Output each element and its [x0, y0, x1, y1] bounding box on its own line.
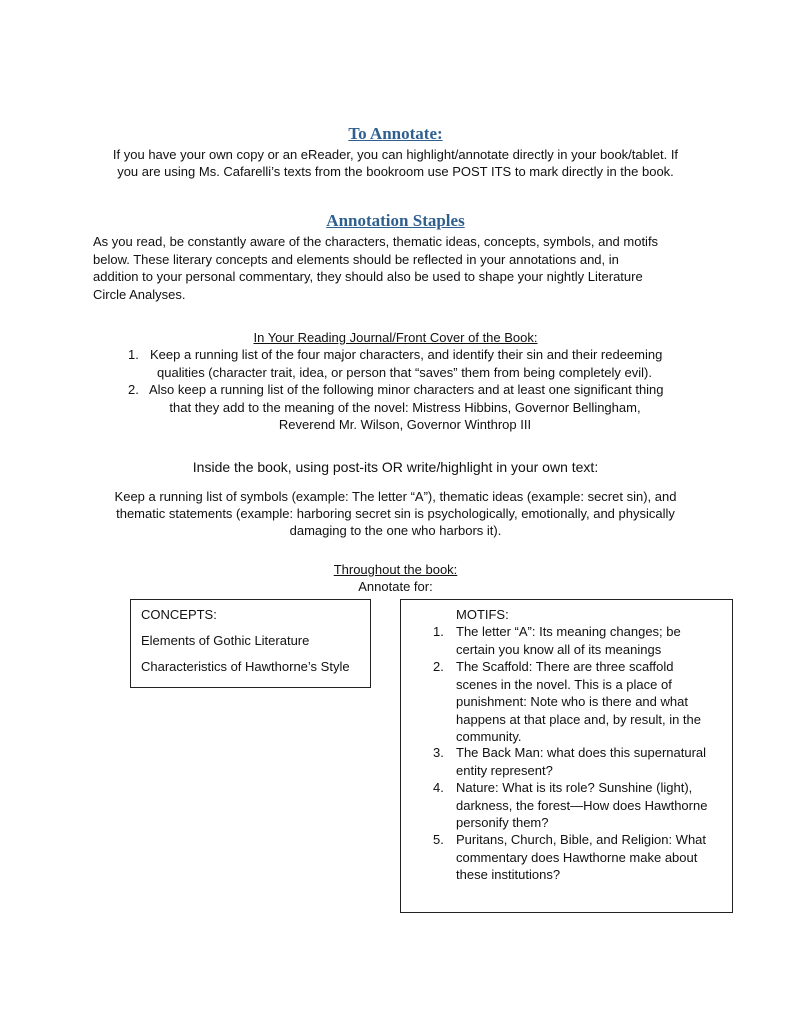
- motif-line: these institutions?: [456, 867, 561, 882]
- concept-item: Characteristics of Hawthorne’s Style: [141, 659, 350, 674]
- motif-item-3-number: 3.: [433, 745, 444, 760]
- inside-book-heading: Inside the book, using post-its OR write/highlight in your own text:: [192, 459, 599, 475]
- journal-item-2-number: 2.: [128, 382, 139, 397]
- reading-journal-heading: In Your Reading Journal/Front Cover of the Book:: [253, 330, 538, 345]
- to-annotate-line-2: you are using Ms. Cafarelli’s texts from the bookroom use POST ITS to mark directly in the book.: [117, 164, 674, 179]
- inside-book-line-1: Keep a running list of symbols (example: The letter “A”), thematic ideas (example: secret sin), and: [114, 489, 677, 504]
- motif-line: Puritans, Church, Bible, and Religion: What: [456, 832, 707, 847]
- motif-item-5-number: 5.: [433, 832, 444, 847]
- journal-item-2-line-2: that they add to the meaning of the novel: Mistress Hibbins, Governor Bellingham,: [169, 400, 641, 415]
- motif-line: entity represent?: [456, 762, 553, 778]
- motif-item-4-number: 4.: [433, 780, 444, 795]
- journal-item-1-line-2: qualities (character trait, idea, or person that “saves” them from being completely evil).: [157, 365, 652, 380]
- concepts-title: CONCEPTS:: [141, 607, 217, 622]
- journal-item-1-line-1: Keep a running list of the four major characters, and identify their sin and their redeeming: [150, 347, 663, 362]
- paragraph-line: below. These literary concepts and elements should be reflected in your annotations and, in: [93, 251, 619, 267]
- motifs-box: [400, 599, 733, 913]
- motifs-title: MOTIFS:: [456, 607, 509, 622]
- motif-line: darkness, the forest—How does Hawthorne: [456, 797, 708, 813]
- motif-item-2: [456, 658, 731, 746]
- motif-line: personify them?: [456, 815, 549, 830]
- motif-line: community.: [456, 729, 522, 744]
- annotate-for-label: Annotate for:: [358, 579, 433, 594]
- journal-item-1-number: 1.: [128, 347, 139, 362]
- paragraph-line: Circle Analyses.: [93, 286, 186, 302]
- throughout-heading: Throughout the book:: [333, 562, 458, 577]
- motif-item-5: [456, 831, 731, 884]
- annotation-staples-heading: Annotation Staples: [326, 211, 465, 230]
- motif-item-1: [456, 623, 731, 658]
- motif-item-2-number: 2.: [433, 659, 444, 674]
- inside-book-line-2: thematic statements (example: harboring secret sin is psychologically, emotionally, and physically: [116, 506, 675, 521]
- motif-line: certain you know all of its meanings: [456, 641, 662, 657]
- concept-item: Elements of Gothic Literature: [141, 633, 310, 648]
- motif-line: The letter “A”: Its meaning changes; be: [456, 624, 681, 639]
- motif-line: commentary does Hawthorne make about: [456, 849, 698, 865]
- motif-item-4: [456, 779, 731, 832]
- concepts-box: [130, 599, 371, 688]
- motif-line: punishment: Note who is there and what: [456, 694, 688, 709]
- to-annotate-heading: To Annotate:: [348, 124, 443, 143]
- annotation-staples-paragraph: [93, 233, 753, 303]
- journal-item-2-line-1: Also keep a running list of the following minor characters and at least one significant thing: [149, 382, 664, 397]
- to-annotate-line-1: If you have your own copy or an eReader, you can highlight/annotate directly in your book/tablet. If: [112, 147, 679, 162]
- paragraph-line: As you read, be constantly aware of the characters, thematic ideas, concepts, symbols, and motifs: [93, 234, 659, 249]
- motif-line: Nature: What is its role? Sunshine (light),: [456, 780, 693, 795]
- motif-line: scenes in the novel. This is a place of: [456, 676, 672, 692]
- journal-item-2-line-3: Reverend Mr. Wilson, Governor Winthrop III: [278, 417, 532, 432]
- inside-book-line-3: damaging to the one who harbors it).: [289, 523, 502, 538]
- motif-line: The Back Man: what does this supernatural: [456, 745, 707, 760]
- paragraph-line: addition to your personal commentary, they should also be used to shape your nightly Literature: [93, 269, 643, 284]
- motif-line: happens at that place and, by result, in the: [456, 711, 702, 727]
- motif-item-1-number: 1.: [433, 624, 444, 639]
- motif-item-3: [456, 744, 731, 779]
- motif-line: The Scaffold: There are three scaffold: [456, 659, 674, 674]
